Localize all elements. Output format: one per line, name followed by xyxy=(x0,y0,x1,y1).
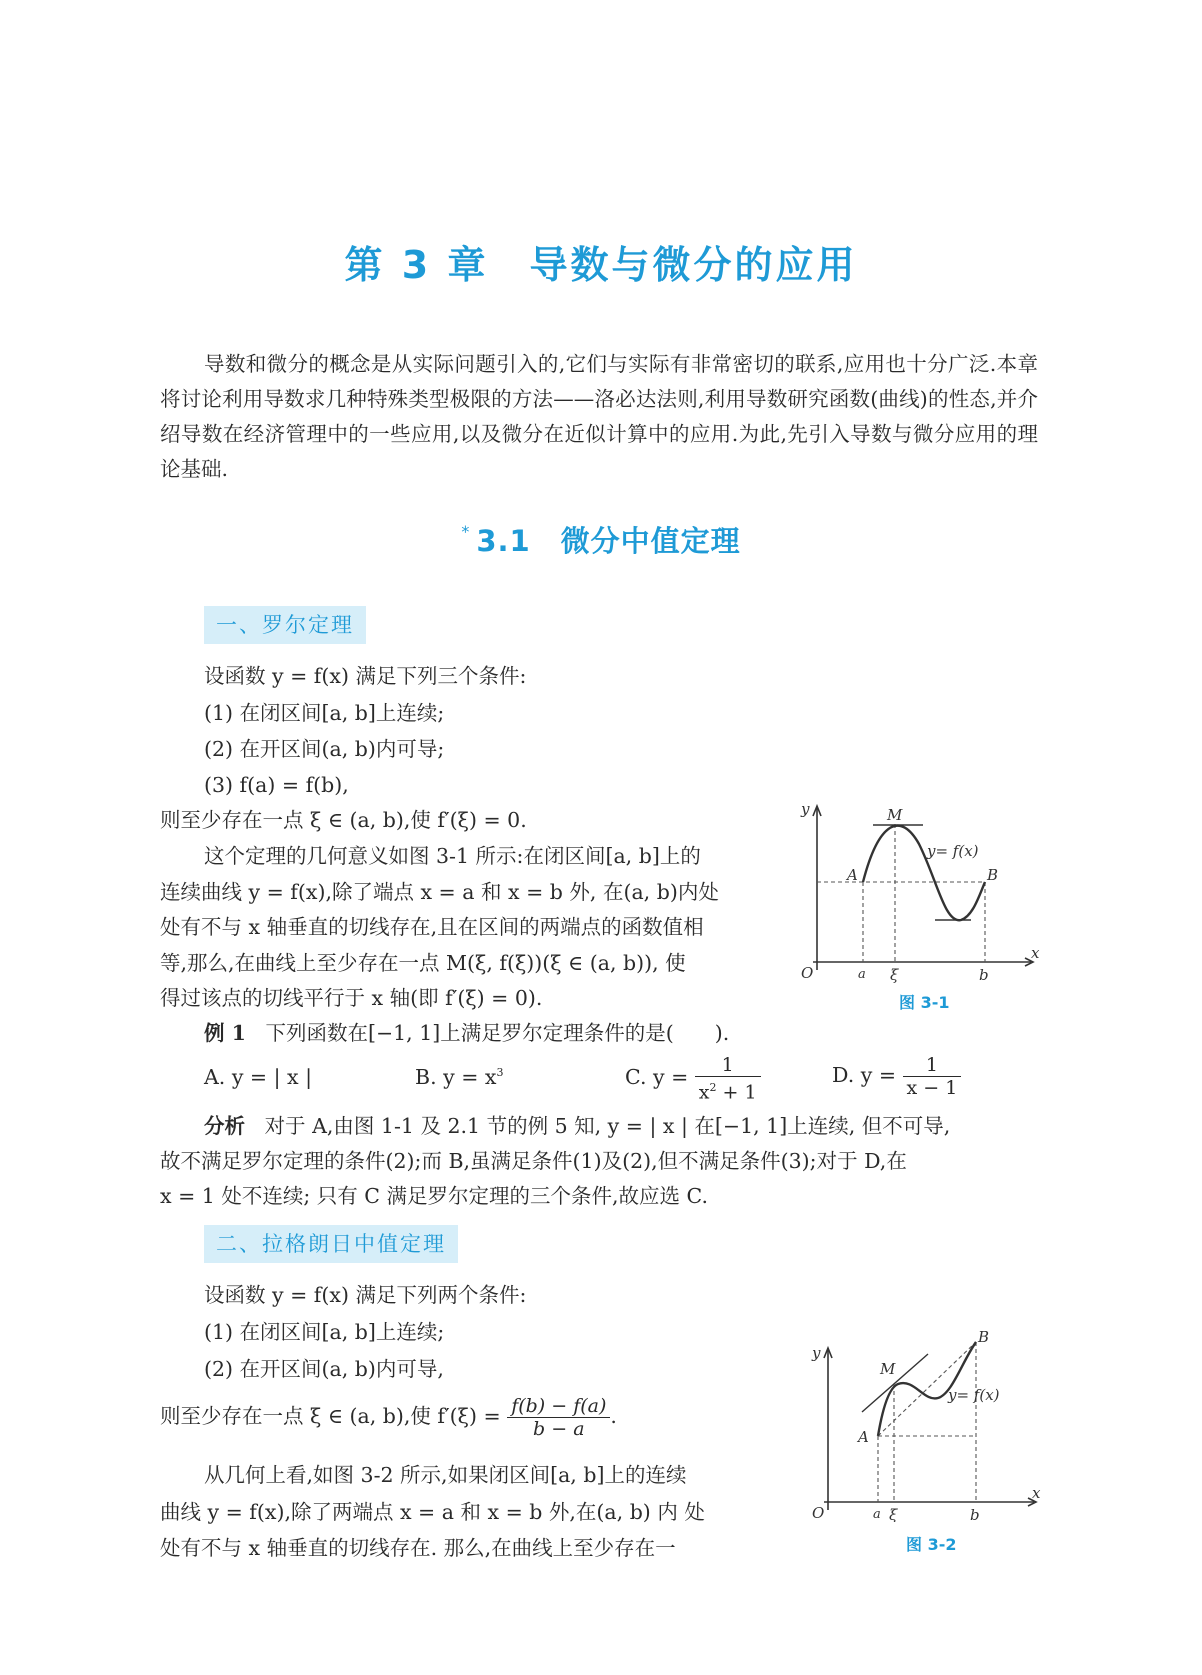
chapter-title: 第 3 章 导数与微分的应用 xyxy=(344,243,858,287)
option-c-den-tail: + 1 xyxy=(716,1081,757,1104)
option-b-text: B. y = x xyxy=(415,1065,497,1089)
option-d xyxy=(832,1054,961,1099)
analysis-line: 故不满足罗尔定理的条件(2);而 B,虽满足条件(1)及(2),但不满足条件(3);对于 D,在 xyxy=(160,1149,907,1173)
rolle-geometry-line: 得过该点的切线平行于 x 轴(即 f′(ξ) = 0). xyxy=(160,986,543,1010)
option-b xyxy=(415,1065,503,1089)
lagrange-denominator: b − a xyxy=(533,1418,585,1440)
rolle-geometry-line: 等,那么,在曲线上至少存在一点 M(ξ, f(ξ))(ξ ∈ (a, b)), 使 xyxy=(160,951,686,975)
fig2-origin-label: O xyxy=(812,1504,825,1522)
rolle-geometry-line: 这个定理的几何意义如图 3-1 所示:在闭区间[a, b]上的 xyxy=(204,844,701,868)
lagrange-numerator: f(b) − f(a) xyxy=(507,1395,610,1418)
figure-3-2 xyxy=(806,1322,1046,1522)
lagrange-condition-2: (2) 在开区间(a, b)内可导, xyxy=(204,1357,444,1381)
lagrange-setup: 设函数 y = f(x) 满足下列两个条件: xyxy=(204,1283,527,1307)
optional-section-star: * xyxy=(461,522,471,541)
fig1-A-label: A xyxy=(847,866,858,884)
fig1-origin-label: O xyxy=(801,964,814,982)
fig1-xi-label: ξ xyxy=(890,966,899,984)
analysis-line xyxy=(204,1112,1084,1140)
fig1-M-label: M xyxy=(887,806,903,824)
fig2-y-label: y xyxy=(812,1344,821,1362)
example-question: 下列函数在[−1, 1]上满足罗尔定理条件的是( ). xyxy=(265,1021,730,1045)
subheading-lagrange: 二、拉格朗日中值定理 xyxy=(204,1225,458,1263)
option-c xyxy=(625,1054,761,1103)
option-a: A. y = | x | xyxy=(204,1065,313,1089)
rolle-conclusion: 则至少存在一点 ξ ∈ (a, b),使 f′(ξ) = 0. xyxy=(160,808,527,832)
example-1 xyxy=(204,1019,1084,1047)
rolle-condition-3: (3) f(a) = f(b), xyxy=(204,773,349,797)
option-d-fraction xyxy=(903,1054,962,1099)
fig1-B-label: B xyxy=(987,866,999,884)
option-d-numerator: 1 xyxy=(903,1054,962,1077)
fig1-curve-label: y= f(x) xyxy=(927,842,979,860)
analysis-text: 对于 A,由图 1-1 及 2.1 节的例 5 知, y = | x | 在[−1, 1]上连续, 但不可导, xyxy=(264,1114,951,1138)
fig2-B-label: B xyxy=(978,1328,990,1346)
section-title-text: 3.1 微分中值定理 xyxy=(476,524,741,558)
fig1-b-label: b xyxy=(979,966,989,984)
option-d-text: D. y = xyxy=(832,1063,897,1087)
lagrange-condition-1: (1) 在闭区间[a, b]上连续; xyxy=(204,1320,445,1344)
rolle-condition-2: (2) 在开区间(a, b)内可导; xyxy=(204,737,445,761)
fig2-M-label: M xyxy=(880,1360,896,1378)
figure-3-1 xyxy=(795,800,1045,985)
lagrange-geometry-line: 从几何上看,如图 3-2 所示,如果闭区间[a, b]上的连续 xyxy=(204,1463,687,1487)
option-b-exponent: 3 xyxy=(496,1066,504,1080)
rolle-geometry-line: 处有不与 x 轴垂直的切线存在,且在区间的两端点的函数值相 xyxy=(160,915,704,939)
fig2-A-label: A xyxy=(858,1428,869,1446)
option-c-den-base: x xyxy=(698,1081,710,1104)
lagrange-fraction xyxy=(507,1395,610,1440)
rolle-geometry-line: 连续曲线 y = f(x),除了端点 x = a 和 x = b 外, 在(a, b)内处 xyxy=(160,880,719,904)
chapter-intro xyxy=(160,347,1038,487)
option-c-denominator xyxy=(695,1077,761,1103)
analysis-label: 分析 xyxy=(204,1114,245,1138)
lagrange-period: . xyxy=(610,1404,617,1428)
option-c-den-exponent: 2 xyxy=(709,1081,717,1094)
fig2-curve-label: y= f(x) xyxy=(948,1386,1000,1404)
fig1-y-label: y xyxy=(801,800,810,818)
subheading-rolle: 一、罗尔定理 xyxy=(204,606,366,644)
option-c-numerator: 1 xyxy=(695,1054,761,1077)
option-d-denominator: x − 1 xyxy=(906,1077,958,1099)
intro-paragraph: 导数和微分的概念是从实际问题引入的,它们与实际有非常密切的联系,应用也十分广泛.本章将讨论利用导数求几种特殊类型极限的方法——洛必达法则,利用导数研究函数(曲线)的性态,并介绍导数在经济管理中的一些应用,以及微分在近似计算中的应用.为此,先引入导数与微分应用的理论基础. xyxy=(160,352,1038,481)
lagrange-geometry-line: 处有不与 x 轴垂直的切线存在. 那么,在曲线上至少存在一 xyxy=(160,1536,676,1560)
analysis-line: x = 1 处不连续; 只有 C 满足罗尔定理的三个条件,故应选 C. xyxy=(160,1184,708,1208)
rolle-condition-1: (1) 在闭区间[a, b]上连续; xyxy=(204,701,445,725)
fig2-b-label: b xyxy=(970,1506,980,1522)
fig2-xi-label: ξ xyxy=(889,1506,898,1522)
fig1-x-label: x xyxy=(1031,944,1040,962)
figure-3-1-caption: 图 3-1 xyxy=(899,993,950,1012)
lagrange-conclusion-text: 则至少存在一点 ξ ∈ (a, b),使 f′(ξ) = xyxy=(160,1404,501,1428)
option-c-text: C. y = xyxy=(625,1065,689,1090)
figure-3-2-caption: 图 3-2 xyxy=(906,1535,957,1554)
rolle-setup: 设函数 y = f(x) 满足下列三个条件: xyxy=(204,664,527,688)
lagrange-geometry-line: 曲线 y = f(x),除了两端点 x = a 和 x = b 外,在(a, b) 内 处 xyxy=(160,1500,705,1524)
option-c-fraction xyxy=(695,1054,761,1103)
curve-f xyxy=(863,826,985,921)
example-label: 例 1 xyxy=(204,1021,246,1045)
fig2-x-label: x xyxy=(1032,1484,1041,1502)
fig2-a-label: a xyxy=(873,1507,881,1522)
section-title xyxy=(0,519,1202,560)
fig1-a-label: a xyxy=(858,967,866,982)
